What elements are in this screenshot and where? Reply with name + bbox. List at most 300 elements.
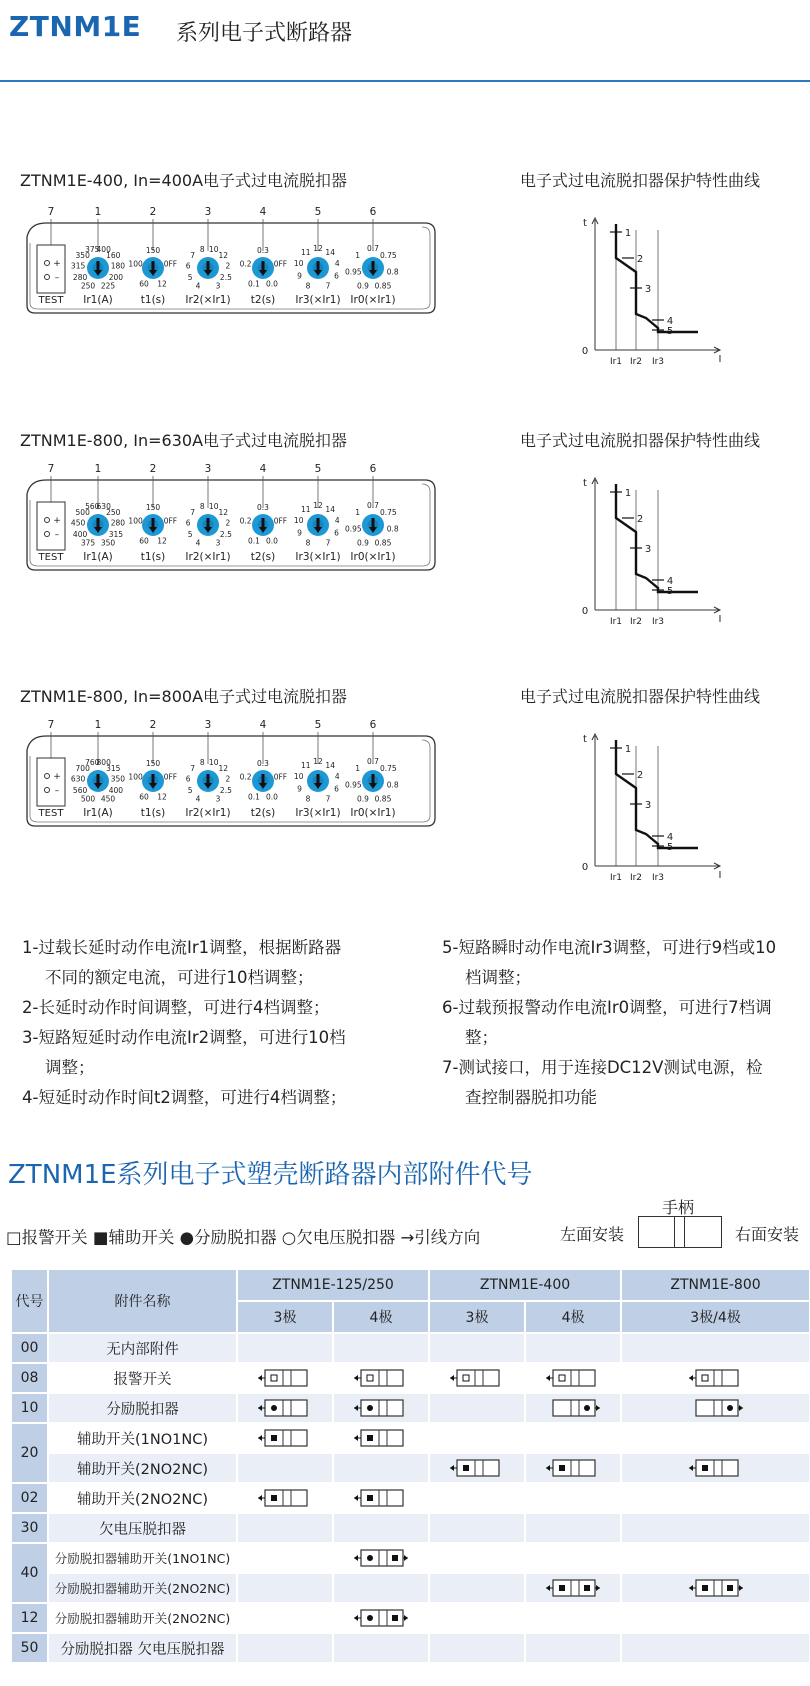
dial-tick: 0.95 — [344, 267, 362, 277]
dial-tick: 9 — [297, 528, 302, 538]
dial-tick: 0FF — [163, 516, 178, 526]
lead-arrow — [258, 1375, 262, 1381]
accessory-cell — [237, 1393, 333, 1423]
shunt-mark — [367, 1555, 373, 1561]
dial-tick: 0.75 — [379, 251, 397, 261]
accessory-cell — [237, 1603, 333, 1633]
accessory-cell — [621, 1453, 810, 1483]
accessory-name: 辅助开关(2NO2NC) — [48, 1453, 237, 1483]
accessory-symbol — [545, 1578, 601, 1598]
dial-tick: 200 — [108, 273, 124, 282]
dial-label: Ir3(×Ir1) — [295, 294, 341, 306]
dial-tick: 0FF — [273, 516, 288, 526]
dial-tick: 1 — [355, 764, 361, 774]
dial-tick: 7 — [325, 281, 331, 291]
curve-title-2: 电子式过电流脱扣器保护特性曲线 — [520, 431, 761, 450]
dial-tick: 560 — [85, 501, 100, 511]
axis-label-i: I — [718, 354, 722, 365]
dial-number: 1 — [94, 719, 102, 731]
dial-label: Ir1(A) — [83, 294, 113, 306]
accessory-cell — [333, 1603, 429, 1633]
test-label: TEST — [38, 808, 64, 819]
dial-tick: 3 — [215, 538, 221, 548]
accessory-symbol — [449, 1368, 505, 1388]
accessory-cell — [621, 1513, 810, 1543]
dial-tick: 0FF — [163, 772, 178, 782]
table-row — [11, 1453, 810, 1483]
dial-label: t1(s) — [140, 551, 166, 563]
dial-tick: 0.1 — [248, 792, 260, 802]
accessory-name: 分励脱扣器 — [48, 1393, 237, 1423]
accessory-cell — [333, 1393, 429, 1423]
accessory-cell — [333, 1423, 429, 1453]
test-plus: + — [53, 259, 61, 269]
dial-label: Ir2(×Ir1) — [185, 551, 231, 563]
accessory-symbol — [353, 1488, 409, 1508]
note-2: 2-长延时动作时间调整，可进行4档调整； — [22, 998, 330, 1017]
curve-point-label: 1 — [624, 488, 632, 499]
dial-number: 4 — [259, 206, 267, 218]
dial-tick: 12 — [157, 279, 167, 289]
curve-point-label: 3 — [644, 544, 652, 555]
dial-tick: 10 — [293, 771, 304, 781]
x-tick-label: Ir2 — [629, 617, 643, 627]
lead-arrow — [546, 1465, 550, 1471]
dial-tick: 9 — [297, 271, 302, 281]
panel-title-1: ZTNM1E-400, In=400A电子式过电流脱扣器 — [20, 171, 348, 190]
dial-tick: 6 — [185, 261, 191, 271]
dial-tick: 500 — [75, 508, 90, 518]
dial-tick: 0.2 — [239, 259, 252, 269]
handle-diagram — [638, 1216, 722, 1248]
test-plus: + — [53, 772, 61, 782]
dial-number: 6 — [369, 206, 377, 218]
dial-tick: 450 — [70, 518, 86, 528]
dial-tick: 0.75 — [379, 764, 397, 774]
dial-tick: 160 — [106, 251, 121, 261]
aux-mark — [727, 1585, 733, 1591]
accessory-cell — [621, 1543, 810, 1573]
table-row — [11, 1363, 810, 1393]
lead-arrow — [739, 1405, 743, 1411]
dial-tick: 14 — [325, 248, 335, 258]
accessory-cell — [429, 1633, 525, 1663]
accessory-cell — [429, 1483, 525, 1513]
accessory-name: 报警开关 — [48, 1363, 237, 1393]
accessory-cell — [525, 1453, 621, 1483]
x-tick-label: Ir1 — [609, 873, 623, 883]
aux-mark — [271, 1495, 277, 1501]
curve-svg — [580, 210, 740, 370]
test-label: TEST — [38, 295, 64, 306]
axis-label-t: t — [583, 478, 587, 489]
accessory-symbol — [353, 1368, 409, 1388]
accessory-cell — [621, 1423, 810, 1453]
x-tick-label: Ir1 — [609, 617, 623, 627]
note-4: 4-短延时动作时间t2调整，可进行4档调整； — [22, 1088, 347, 1107]
dial-number: 3 — [204, 463, 212, 475]
table-row — [11, 1633, 810, 1663]
table-row — [11, 1603, 810, 1633]
dial-number: 7 — [47, 206, 55, 218]
trip-unit-svg — [22, 205, 440, 323]
curve-point-label: 2 — [636, 770, 644, 781]
lead-arrow — [404, 1615, 408, 1621]
curve-point-label: 4 — [666, 316, 674, 327]
dial-tick: 250 — [106, 508, 121, 518]
accessory-cell — [525, 1483, 621, 1513]
panel-title-3: ZTNM1E-800, In=800A电子式过电流脱扣器 — [20, 687, 348, 706]
table-row — [11, 1483, 810, 1513]
dial-tick: 7 — [190, 508, 196, 518]
dial-tick: 1 — [355, 508, 361, 518]
aux-mark — [367, 1495, 373, 1501]
accessory-cell — [429, 1423, 525, 1453]
accessory-cell — [237, 1543, 333, 1573]
dial-tick: 10 — [293, 258, 304, 268]
dial-tick: 100 — [128, 259, 143, 269]
accessory-cell — [429, 1513, 525, 1543]
dial-tick: 350 — [75, 251, 90, 261]
dial-number: 5 — [314, 719, 322, 731]
lead-arrow — [546, 1585, 550, 1591]
accessory-cell — [237, 1573, 333, 1603]
dial-tick: 0.9 — [357, 794, 369, 804]
accessory-cell — [237, 1333, 333, 1363]
dial-tick: 6 — [334, 784, 339, 794]
dial-tick: 250 — [80, 281, 96, 291]
dial-tick: 500 — [80, 794, 96, 804]
dial-tick: 12 — [218, 508, 229, 518]
section-title: ZTNM1E系列电子式塑壳断路器内部附件代号 — [8, 1160, 533, 1190]
axis-label-t: t — [583, 734, 587, 745]
dial-tick: 375 — [80, 538, 96, 548]
header-code: 代号 — [11, 1269, 48, 1333]
curve-svg — [580, 470, 740, 630]
dial-tick: 7 — [190, 764, 196, 774]
header-group-400: ZTNM1E-400 — [429, 1269, 621, 1301]
dial-tick: 5 — [187, 273, 193, 282]
x-tick-label: Ir2 — [629, 873, 643, 883]
dial-tick: 12 — [313, 501, 323, 510]
test-label: TEST — [38, 552, 64, 563]
dial-tick: 12 — [313, 757, 323, 766]
accessory-symbol — [257, 1398, 313, 1418]
dial-tick: 5 — [187, 786, 193, 795]
dial-tick: 0.3 — [257, 759, 269, 768]
dial-tick: 0.95 — [344, 524, 362, 534]
x-tick-label: Ir3 — [651, 873, 665, 883]
dial-tick: 400 — [72, 530, 88, 539]
accessory-cell — [621, 1633, 810, 1663]
accessory-cell — [333, 1483, 429, 1513]
dial-number: 7 — [47, 719, 55, 731]
dial-tick: 0.8 — [386, 524, 399, 534]
dial-tick: 3 — [215, 281, 221, 291]
accessory-symbol — [545, 1368, 601, 1388]
lead-arrow — [354, 1495, 358, 1501]
lead-arrow — [258, 1435, 262, 1441]
aux-mark — [559, 1585, 565, 1591]
dial-tick: 14 — [325, 761, 335, 771]
header-pole: 4极 — [333, 1301, 429, 1333]
lead-arrow — [354, 1375, 358, 1381]
axis-label-t: t — [583, 218, 587, 229]
test-port — [37, 245, 65, 293]
dial-tick: 10 — [293, 515, 304, 525]
dial-label: t2(s) — [250, 807, 276, 819]
dial-tick: 150 — [145, 503, 161, 512]
lead-arrow — [404, 1555, 408, 1561]
dial-tick: 8 — [199, 244, 205, 254]
dial-tick: 2 — [225, 774, 231, 784]
dial-label: Ir3(×Ir1) — [295, 807, 341, 819]
accessory-cell — [525, 1363, 621, 1393]
dial-tick: 0.75 — [379, 508, 397, 518]
curve-point-label: 3 — [644, 800, 652, 811]
dial-tick: 8 — [305, 281, 311, 291]
dial-tick: 10 — [208, 244, 219, 254]
curve-point-label: 5 — [666, 326, 674, 337]
accessory-symbol — [688, 1398, 744, 1418]
accessory-cell — [525, 1513, 621, 1543]
trip-curve — [616, 740, 698, 848]
dial-tick: 2.5 — [219, 786, 232, 795]
accessory-code: 02 — [11, 1483, 48, 1513]
dial-tick: 11 — [301, 505, 311, 515]
dial-tick: 180 — [110, 261, 126, 271]
shunt-mark — [367, 1615, 373, 1621]
dial-label: Ir0(×Ir1) — [350, 807, 396, 819]
aux-mark — [392, 1615, 398, 1621]
dial-tick: 760 — [85, 757, 100, 767]
dial-tick: 6 — [185, 518, 191, 528]
dial-tick: 10 — [208, 757, 219, 767]
accessory-cell — [333, 1363, 429, 1393]
dial-tick: 4 — [195, 281, 201, 291]
dial-tick: 150 — [145, 759, 161, 768]
curve-point-label: 5 — [666, 842, 674, 853]
accessory-cell — [525, 1573, 621, 1603]
accessory-cell — [237, 1453, 333, 1483]
accessory-cell — [429, 1393, 525, 1423]
brand-title: ZTNM1E — [9, 10, 142, 43]
accessory-cell — [237, 1483, 333, 1513]
dial-tick: 3 — [215, 794, 221, 804]
accessory-code: 20 — [11, 1423, 48, 1483]
dial-number: 2 — [149, 206, 157, 218]
x-tick-label: Ir1 — [609, 357, 623, 367]
right-mount-label: 右面安装 — [735, 1225, 800, 1244]
dial-tick: 800 — [96, 757, 111, 767]
test-port — [37, 502, 65, 550]
trip-unit-panel-1 — [22, 205, 440, 323]
curve-point-label: 2 — [636, 514, 644, 525]
accessory-cell — [621, 1573, 810, 1603]
lead-arrow — [739, 1585, 743, 1591]
dial-tick: 10 — [208, 501, 219, 511]
dial-tick: 60 — [139, 279, 149, 289]
accessory-symbol — [545, 1458, 601, 1478]
dial-tick: 60 — [139, 792, 149, 802]
dial-tick: 630 — [70, 774, 86, 784]
dial-tick: 9 — [297, 784, 302, 794]
dial-label: t2(s) — [250, 294, 276, 306]
shunt-mark — [367, 1405, 373, 1411]
dial-tick: 0FF — [273, 772, 288, 782]
accessory-name: 分励脱扣器辅助开关(2NO2NC) — [48, 1603, 237, 1633]
x-tick-label: Ir3 — [651, 357, 665, 367]
accessory-cell — [429, 1573, 525, 1603]
accessory-symbol — [449, 1458, 505, 1478]
accessory-cell — [429, 1333, 525, 1363]
dial-tick: 2.5 — [219, 530, 232, 539]
accessory-code: 50 — [11, 1633, 48, 1663]
accessory-symbol — [353, 1398, 409, 1418]
dial-tick: 0.3 — [257, 246, 269, 255]
dial-tick: 0.3 — [257, 503, 269, 512]
notes-left — [22, 933, 422, 1113]
dial-number: 5 — [314, 463, 322, 475]
header-name: 附件名称 — [48, 1269, 237, 1333]
dial-tick: 8 — [199, 501, 205, 511]
trip-curve — [616, 484, 698, 592]
dial-tick: 0.0 — [266, 792, 278, 802]
dial-tick: 0.7 — [367, 757, 379, 766]
dial-number: 4 — [259, 719, 267, 731]
dial-tick: 7 — [325, 794, 331, 804]
lead-arrow — [258, 1495, 262, 1501]
curve-svg — [580, 726, 740, 886]
note-6: 6-过载预报警动作电流Ir0调整，可进行7档调 整； — [442, 998, 772, 1047]
dial-tick: 4 — [334, 771, 340, 781]
dial-tick: 0.2 — [239, 516, 252, 526]
accessory-cell — [237, 1633, 333, 1663]
dial-tick: 0.0 — [266, 536, 278, 546]
dial-tick: 8 — [305, 538, 311, 548]
curve-title-3: 电子式过电流脱扣器保护特性曲线 — [520, 687, 761, 706]
dial-number: 5 — [314, 206, 322, 218]
origin-label: 0 — [581, 862, 589, 873]
dial-tick: 560 — [72, 786, 88, 795]
dial-tick: 5 — [187, 530, 193, 539]
dial-label: Ir1(A) — [83, 551, 113, 563]
accessory-cell — [237, 1423, 333, 1453]
dial-tick: 60 — [139, 536, 149, 546]
accessory-code: 40 — [11, 1543, 48, 1603]
dial-tick: 4 — [195, 794, 201, 804]
dial-tick: 100 — [128, 516, 143, 526]
accessory-code: 10 — [11, 1393, 48, 1423]
aux-mark — [702, 1465, 708, 1471]
accessory-cell — [333, 1453, 429, 1483]
table-row — [11, 1513, 810, 1543]
dial-tick: 0.8 — [386, 267, 399, 277]
curve-point-label: 4 — [666, 832, 674, 843]
dial-label: Ir0(×Ir1) — [350, 551, 396, 563]
dial-tick: 14 — [325, 505, 335, 515]
accessory-cell — [525, 1603, 621, 1633]
dial-label: t1(s) — [140, 807, 166, 819]
dial-tick: 0.95 — [344, 780, 362, 790]
accessory-cell — [333, 1573, 429, 1603]
lead-arrow — [596, 1585, 600, 1591]
dial-tick: 0.85 — [374, 538, 392, 548]
accessory-cell — [237, 1513, 333, 1543]
header-pole: 3极 — [237, 1301, 333, 1333]
handle-label: 手柄 — [662, 1198, 695, 1217]
dial-tick: 0.2 — [239, 772, 252, 782]
dial-tick: 350 — [100, 538, 116, 548]
dial-tick: 700 — [75, 764, 90, 774]
dial-number: 6 — [369, 463, 377, 475]
dial-tick: 0.1 — [248, 279, 260, 289]
accessory-cell — [525, 1423, 621, 1453]
table-row — [11, 1573, 810, 1603]
dial-number: 3 — [204, 206, 212, 218]
dial-tick: 2 — [225, 518, 231, 528]
note-3: 3-短路短延时动作电流Ir2调整，可进行10档 调整； — [22, 1028, 346, 1077]
aux-mark — [392, 1555, 398, 1561]
dial-tick: 2 — [225, 261, 231, 271]
trip-unit-svg — [22, 718, 440, 836]
accessory-name: 分励脱扣器 欠电压脱扣器 — [48, 1633, 237, 1663]
accessory-cell — [333, 1513, 429, 1543]
dial-tick: 7 — [325, 538, 331, 548]
accessory-code: 12 — [11, 1603, 48, 1633]
dial-label: Ir1(A) — [83, 807, 113, 819]
header-pole: 3极/4极 — [621, 1301, 810, 1333]
header-pole: 3极 — [429, 1301, 525, 1333]
table-row — [11, 1543, 810, 1573]
accessory-name: 无内部附件 — [48, 1333, 237, 1363]
lead-arrow — [450, 1465, 454, 1471]
lead-arrow — [450, 1375, 454, 1381]
dial-label: Ir3(×Ir1) — [295, 551, 341, 563]
dial-tick: 0.0 — [266, 279, 278, 289]
lead-arrow — [689, 1375, 693, 1381]
dial-tick: 0FF — [273, 259, 288, 269]
dial-tick: 12 — [157, 792, 167, 802]
accessory-name: 欠电压脱扣器 — [48, 1513, 237, 1543]
accessory-cell — [621, 1363, 810, 1393]
dial-tick: 450 — [100, 794, 116, 804]
note-1: 1-过载长延时动作电流Ir1调整，根据断路器 不同的额定电流，可进行10档调整； — [22, 938, 342, 987]
dial-label: t2(s) — [250, 551, 276, 563]
accessory-cell — [333, 1633, 429, 1663]
dial-number: 1 — [94, 463, 102, 475]
dial-tick: 1 — [355, 251, 361, 261]
trip-unit-panel-3 — [22, 718, 440, 836]
accessory-symbol — [257, 1368, 313, 1388]
table-row — [11, 1423, 810, 1453]
dial-tick: 12 — [157, 536, 167, 546]
accessory-cell — [525, 1633, 621, 1663]
accessory-cell — [333, 1333, 429, 1363]
shunt-mark — [727, 1405, 733, 1411]
test-minus: – — [54, 273, 60, 283]
dial-tick: 280 — [110, 518, 126, 528]
header-group-800: ZTNM1E-800 — [621, 1269, 810, 1301]
accessory-code: 08 — [11, 1363, 48, 1393]
test-minus: – — [54, 530, 60, 540]
curve-point-label: 3 — [644, 284, 652, 295]
dial-tick: 400 — [96, 244, 111, 254]
dial-tick: 12 — [313, 244, 323, 253]
accessory-symbol — [688, 1458, 744, 1478]
accessory-cell — [621, 1483, 810, 1513]
dial-tick: 150 — [145, 246, 161, 255]
